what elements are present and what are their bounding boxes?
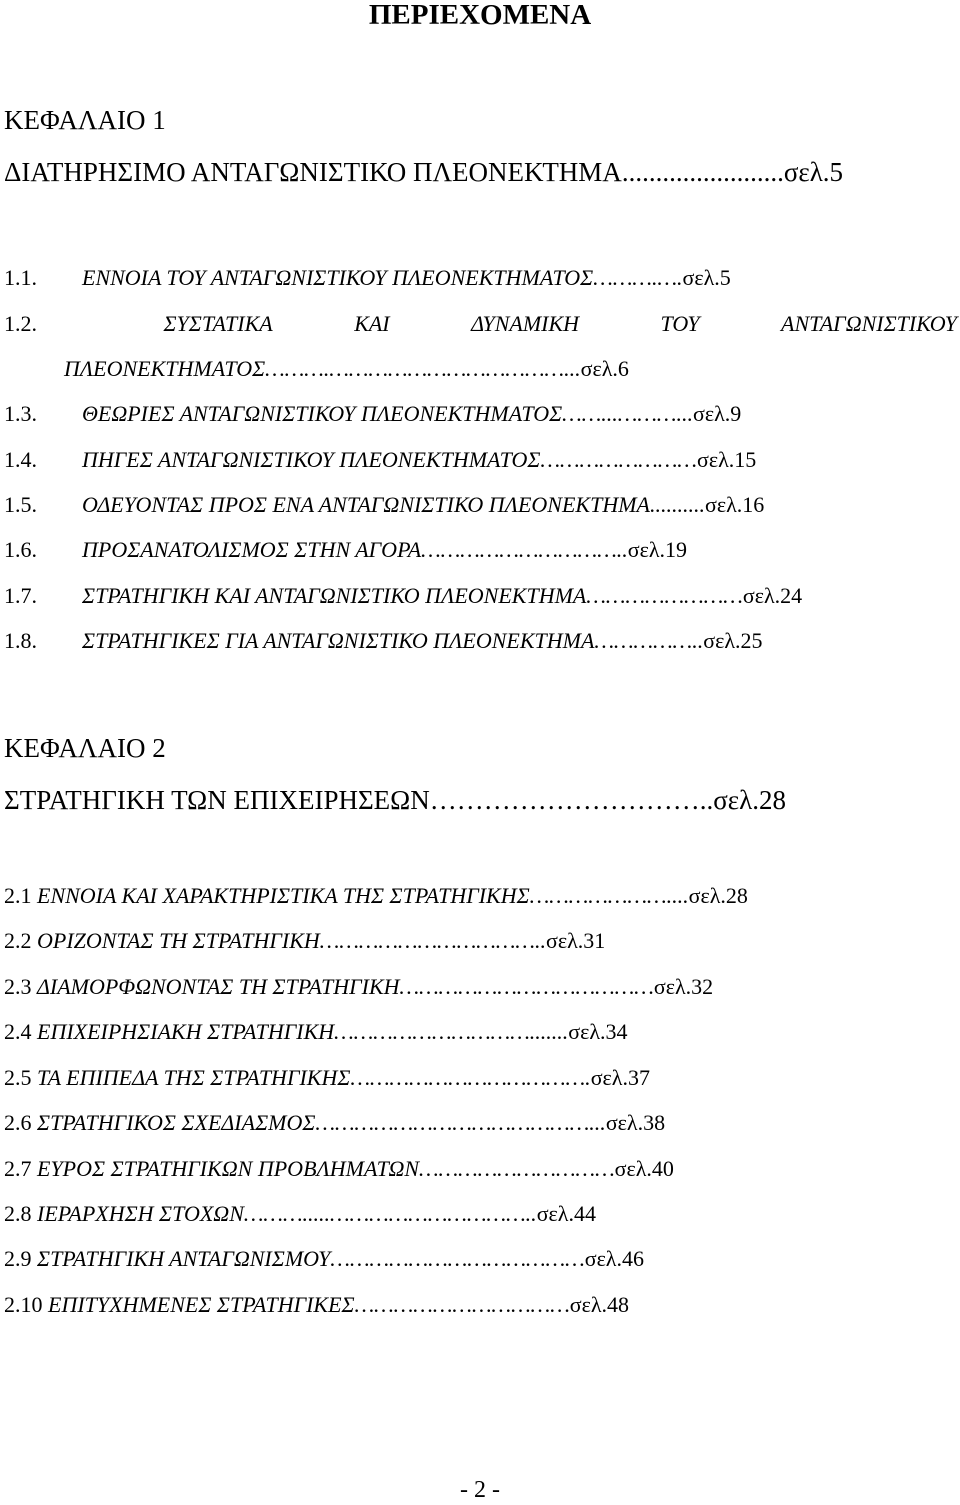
entry-title: ΟΔΕΥΟΝΤΑΣ ΠΡΟΣ ΕΝΑ ΑΝΤΑΓΩΝΙΣΤΙΚΟ ΠΛΕΟΝΕΚΤΗΜΑ: [82, 492, 650, 517]
entry-title: ΔΙΑΜΟΡΦΩΝΟΝΤΑΣ ΤΗ ΣΤΡΑΤΗΓΙΚΗ: [37, 974, 400, 999]
toc-entry-2-8: [4, 1200, 954, 1228]
entry-number: 2.1: [4, 883, 32, 908]
entry-number: 2.10: [4, 1292, 43, 1317]
entry-leader: ……………..: [594, 628, 704, 653]
toc-entry-1-6: [4, 536, 954, 564]
toc-entry-2-6: [4, 1109, 954, 1137]
toc-entry-2-9: [4, 1245, 954, 1273]
entry-title: ΣΤΡΑΤΗΓΙΚΗ ΑΝΤΑΓΩΝΙΣΜΟΥ: [37, 1246, 331, 1271]
entry-number: 2.8: [4, 1201, 32, 1226]
entry-leader: …………………....: [529, 883, 689, 908]
toc-entry-1-1: [4, 264, 954, 292]
entry-page: σελ.16: [704, 492, 765, 517]
toc-entry-1-2-cont: [64, 355, 954, 383]
entry-number: 1.5.: [4, 492, 37, 517]
entry-number: 2.3: [4, 974, 32, 999]
entry-title: ΣΤΡΑΤΗΓΙΚΟΣ ΣΧΕΔΙΑΣΜΟΣ: [37, 1110, 316, 1135]
entry-number: 2.6: [4, 1110, 32, 1135]
page-number: - 2 -: [460, 1477, 500, 1503]
entry-page: σελ.6: [580, 356, 629, 381]
entry-leader: ……………………: [540, 447, 697, 472]
entry-page: σελ.44: [536, 1201, 596, 1226]
entry-page: σελ.32: [653, 974, 714, 999]
entry-page: σελ.48: [569, 1292, 630, 1317]
chapter1-page: σελ.5: [783, 157, 844, 187]
entry-page: σελ.46: [584, 1246, 644, 1271]
entry-leader: ……………………………: [354, 1292, 570, 1317]
entry-number: 2.7: [4, 1156, 32, 1181]
entry-number: 1.8.: [4, 628, 37, 653]
entry-word: ΔΥΝΑΜΙΚΗ: [471, 311, 580, 336]
toc-entry-2-3: [4, 973, 954, 1001]
entry-leader: ……...………...: [562, 401, 693, 426]
entry-word: ΣΥΣΤΑΤΙΚΑ: [163, 311, 273, 336]
toc-entry-1-7: [4, 582, 954, 610]
entry-leader: ………………………….......: [334, 1019, 569, 1044]
entry-page: σελ.38: [605, 1110, 666, 1135]
entry-word: ΚΑΙ: [354, 311, 390, 336]
toc-entry-2-10: [4, 1291, 954, 1319]
toc-entry-2-2: [4, 927, 954, 955]
entry-leader: ……….….: [593, 265, 683, 290]
entry-title: ΕΠΙΤΥΧΗΜΕΝΕΣ ΣΤΡΑΤΗΓΙΚΕΣ: [48, 1292, 355, 1317]
entry-title: ΠΛΕΟΝΕΚΤΗΜΑΤΟΣ: [64, 356, 266, 381]
entry-page: σελ.24: [742, 583, 803, 608]
entry-page: σελ.9: [692, 401, 742, 426]
entry-number: 1.2.: [4, 311, 37, 336]
entry-title: ΕΥΡΟΣ ΣΤΡΑΤΗΓΙΚΩΝ ΠΡΟΒΛΗΜΑΤΩΝ: [37, 1156, 420, 1181]
entry-page: σελ.19: [627, 537, 688, 562]
entry-leader: ……………………………….: [350, 1065, 591, 1090]
toc-entry-2-5: [4, 1064, 954, 1092]
entry-title: ΕΝΝΟΙΑ ΤΟΥ ΑΝΤΑΓΩΝΙΣΤΙΚΟΥ ΠΛΕΟΝΕΚΤΗΜΑΤΟΣ: [82, 265, 594, 290]
entry-leader: …………………………………: [399, 974, 654, 999]
entry-title: ΠΗΓΕΣ ΑΝΤΑΓΩΝΙΣΤΙΚΟΥ ΠΛΕΟΝΕΚΤΗΜΑΤΟΣ: [82, 447, 541, 472]
entry-number: 1.3.: [4, 401, 37, 426]
entry-title: ΣΤΡΑΤΗΓΙΚΗ ΚΑΙ ΑΝΤΑΓΩΝΙΣΤΙΚΟ ΠΛΕΟΝΕΚΤΗΜΑ: [82, 583, 587, 608]
entry-page: σελ.15: [696, 447, 757, 472]
toc-entry-2-4: [4, 1018, 954, 1046]
chapter2-title-row: [4, 784, 954, 816]
entry-number: 1.4.: [4, 447, 37, 472]
entry-leader: …………………………..: [421, 537, 628, 562]
toc-entry-2-1: [4, 882, 954, 910]
toc-entry-1-5: [4, 491, 954, 519]
entry-page: σελ.28: [688, 883, 748, 908]
chapter1-title-row: [4, 156, 954, 188]
entry-title: ΘΕΩΡΙΕΣ ΑΝΤΑΓΩΝΙΣΤΙΚΟΥ ΠΛΕΟΝΕΚΤΗΜΑΤΟΣ: [82, 401, 563, 426]
entry-page: σελ.5: [682, 265, 731, 290]
entry-word: ΤΟΥ: [660, 311, 700, 336]
entry-title: ΕΝΝΟΙΑ ΚΑΙ ΧΑΡΑΚΤΗΡΙΣΤΙΚΑ ΤΗΣ ΣΤΡΑΤΗΓΙΚΗΣ: [37, 883, 530, 908]
entry-leader: ……………………: [586, 583, 743, 608]
entry-leader: …………………………………: [330, 1246, 585, 1271]
entry-number: 1.6.: [4, 537, 37, 562]
entry-title: ΠΡΟΣΑΝΑΤΟΛΙΣΜΟΣ ΣΤΗΝ ΑΓΟΡΑ: [82, 537, 422, 562]
entry-leader: ……………………………………...: [315, 1110, 606, 1135]
entry-page: σελ.31: [545, 928, 606, 953]
entry-number: 2.5: [4, 1065, 32, 1090]
entry-number: 2.2: [4, 928, 32, 953]
entry-leader: ……….………………………………...: [265, 356, 581, 381]
chapter1-leader: ........................: [621, 157, 784, 187]
entry-page: σελ.40: [614, 1156, 674, 1181]
entry-page: σελ.25: [703, 628, 763, 653]
entry-title: ΕΠΙΧΕΙΡΗΣΙΑΚΗ ΣΤΡΑΤΗΓΙΚΗ: [37, 1019, 335, 1044]
entry-number: 1.7.: [4, 583, 37, 608]
chapter2-page: σελ.28: [713, 785, 786, 815]
entry-number: 2.9: [4, 1246, 32, 1271]
toc-entry-1-2: [4, 310, 957, 338]
entry-page: σελ.34: [568, 1019, 628, 1044]
toc-entry-1-3: [4, 400, 954, 428]
chapter2-title: ΣΤΡΑΤΗΓΙΚΗ ΤΩΝ ΕΠΙΧΕΙΡΗΣΕΩΝ: [4, 785, 430, 815]
chapter2-leader: …………………………..: [429, 785, 714, 815]
page-title: ΠΕΡΙΕΧΟΜΕΝΑ: [368, 0, 592, 31]
entry-title: ΙΕΡΑΡΧΗΣΗ ΣΤΟΧΩΝ: [37, 1201, 244, 1226]
entry-leader: ……….....…………………………..: [243, 1201, 537, 1226]
toc-entry-2-7: [4, 1155, 954, 1183]
entry-word: ΑΝΤΑΓΩΝΙΣΤΙΚΟΥ: [781, 311, 957, 336]
entry-leader: ..........: [649, 492, 705, 517]
entry-leader: ……………………………..: [319, 928, 546, 953]
chapter2-heading: ΚΕΦΑΛΑΙΟ 2: [4, 733, 166, 763]
entry-number: 1.1.: [4, 265, 37, 290]
entry-title: ΣΤΡΑΤΗΓΙΚΕΣ ΓΙΑ ΑΝΤΑΓΩΝΙΣΤΙΚΟ ΠΛΕΟΝΕΚΤΗΜΑ: [82, 628, 595, 653]
entry-title: ΟΡΙΖΟΝΤΑΣ ΤΗ ΣΤΡΑΤΗΓΙΚΗ: [37, 928, 320, 953]
entry-title: ΤΑ ΕΠΙΠΕΔΑ ΤΗΣ ΣΤΡΑΤΗΓΙΚΗΣ: [37, 1065, 351, 1090]
chapter1-title: ΔΙΑΤΗΡΗΣΙΜΟ ΑΝΤΑΓΩΝΙΣΤΙΚΟ ΠΛΕΟΝΕΚΤΗΜΑ: [4, 157, 622, 187]
chapter1-heading: ΚΕΦΑΛΑΙΟ 1: [4, 105, 166, 135]
entry-leader: …………………………: [419, 1156, 615, 1181]
toc-entry-1-8: [4, 627, 954, 655]
entry-number: 2.4: [4, 1019, 32, 1044]
entry-page: σελ.37: [590, 1065, 650, 1090]
toc-entry-1-4: [4, 446, 954, 474]
